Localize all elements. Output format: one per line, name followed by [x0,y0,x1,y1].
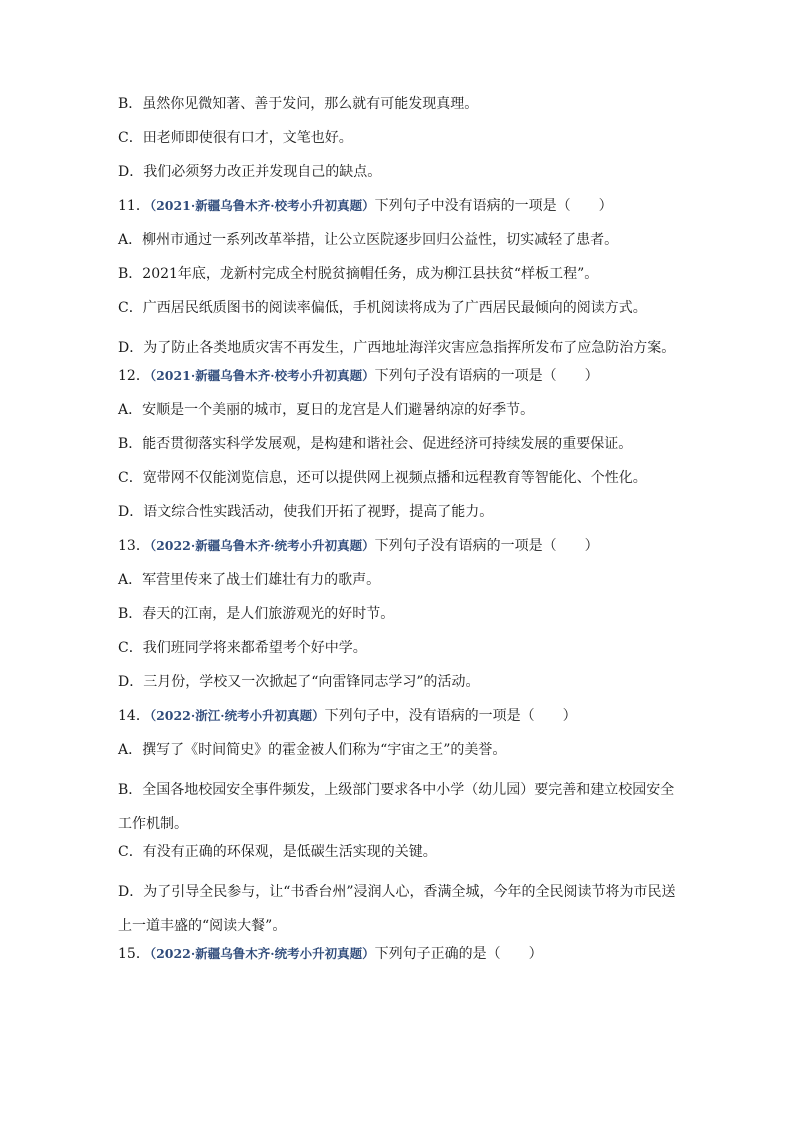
option-line: A．柳州市通过一系列改革举措，让公立医院逐步回归公益性，切实减轻了患者。 [118,232,619,248]
option-line: C．广西居民纸质图书的阅读率偏低，手机阅读将成为了广西居民最倾向的阅读方式。 [118,300,647,316]
question-14 [118,705,678,739]
question-stem: 下列句子中，没有语病的一项是（ ） [324,708,577,724]
option-line: C．我们班同学将来都希望考个好中学。 [118,640,367,656]
option-line [118,773,678,841]
question-number: 14． [118,708,150,724]
question-15 [118,943,678,977]
question-13 [118,535,678,569]
option-line: B．虽然你见微知著、善于发问，那么就有可能发现真理。 [118,96,479,112]
option-line [118,875,678,943]
option-text: B．全国各地校园安全事件频发，上级部门要求各中小学（幼儿园）要完善和建立校园安全工作机制。 [118,782,675,832]
option-line: D．语文综合性实践活动，使我们开拓了视野，提高了能力。 [118,504,494,520]
question-stem: 下列句子没有语病的一项是（ ） [374,368,599,384]
question-source: （2021·新疆乌鲁木齐·校考小升初真题） [149,198,375,213]
option-line: B．2021年底，龙新村完成全村脱贫摘帽任务，成为柳江县扶贫“样板工程”。 [118,266,599,282]
question-number: 12． [118,368,150,384]
option-line: C．宽带网不仅能浏览信息，还可以提供网上视频点播和远程教育等智能化、个性化。 [118,470,647,486]
question-11 [118,195,678,229]
question-12 [118,365,678,399]
option-text: D．为了防止各类地质灾害不再发生，广西地址海洋灾害应急指挥所发布了应急防治方案。 [118,340,676,356]
option-text: D．为了引导全民参与，让“书香台州”浸润人心，香满全城，今年的全民阅读节将为市民送上一道丰盛的“阅读大餐”。 [118,884,676,934]
option-line: A．安顺是一个美丽的城市，夏日的龙宫是人们避暑纳凉的好季节。 [118,402,535,418]
option-line: B．春天的江南，是人们旅游观光的好时节。 [118,606,395,622]
question-source: （2021·新疆乌鲁木齐·校考小升初真题） [149,368,375,383]
question-stem: 下列句子没有语病的一项是（ ） [374,538,599,554]
option-line [118,331,678,365]
question-number: 11． [118,198,150,214]
option-line: A．军营里传来了战士们雄壮有力的歌声。 [118,572,381,588]
question-source: （2022·新疆乌鲁木齐·统考小升初真题） [149,538,375,553]
option-line: C．田老师即使很有口才，文笔也好。 [118,130,353,146]
option-line: C．有没有正确的环保观，是低碳生活实现的关键。 [118,844,437,860]
document-body [118,93,678,977]
question-source: （2022·新疆乌鲁木齐·统考小升初真题） [149,946,375,961]
question-stem: 下列句子中没有语病的一项是（ ） [374,198,613,214]
option-line: B．能否贯彻落实科学发展观，是构建和谐社会、促进经济可持续发展的重要保证。 [118,436,633,452]
option-line: D．三月份，学校又一次掀起了“向雷锋同志学习”的活动。 [118,674,480,690]
question-stem: 下列句子正确的是（ ） [374,946,543,962]
option-line: A．撰写了《时间简史》的霍金被人们称为“宇宙之王”的美誉。 [118,742,507,758]
question-number: 13． [118,538,150,554]
question-source: （2022·浙江·统考小升初真题） [149,708,325,723]
option-line: D．我们必须努力改正并发现自己的缺点。 [118,164,382,180]
question-number: 15． [118,946,150,962]
